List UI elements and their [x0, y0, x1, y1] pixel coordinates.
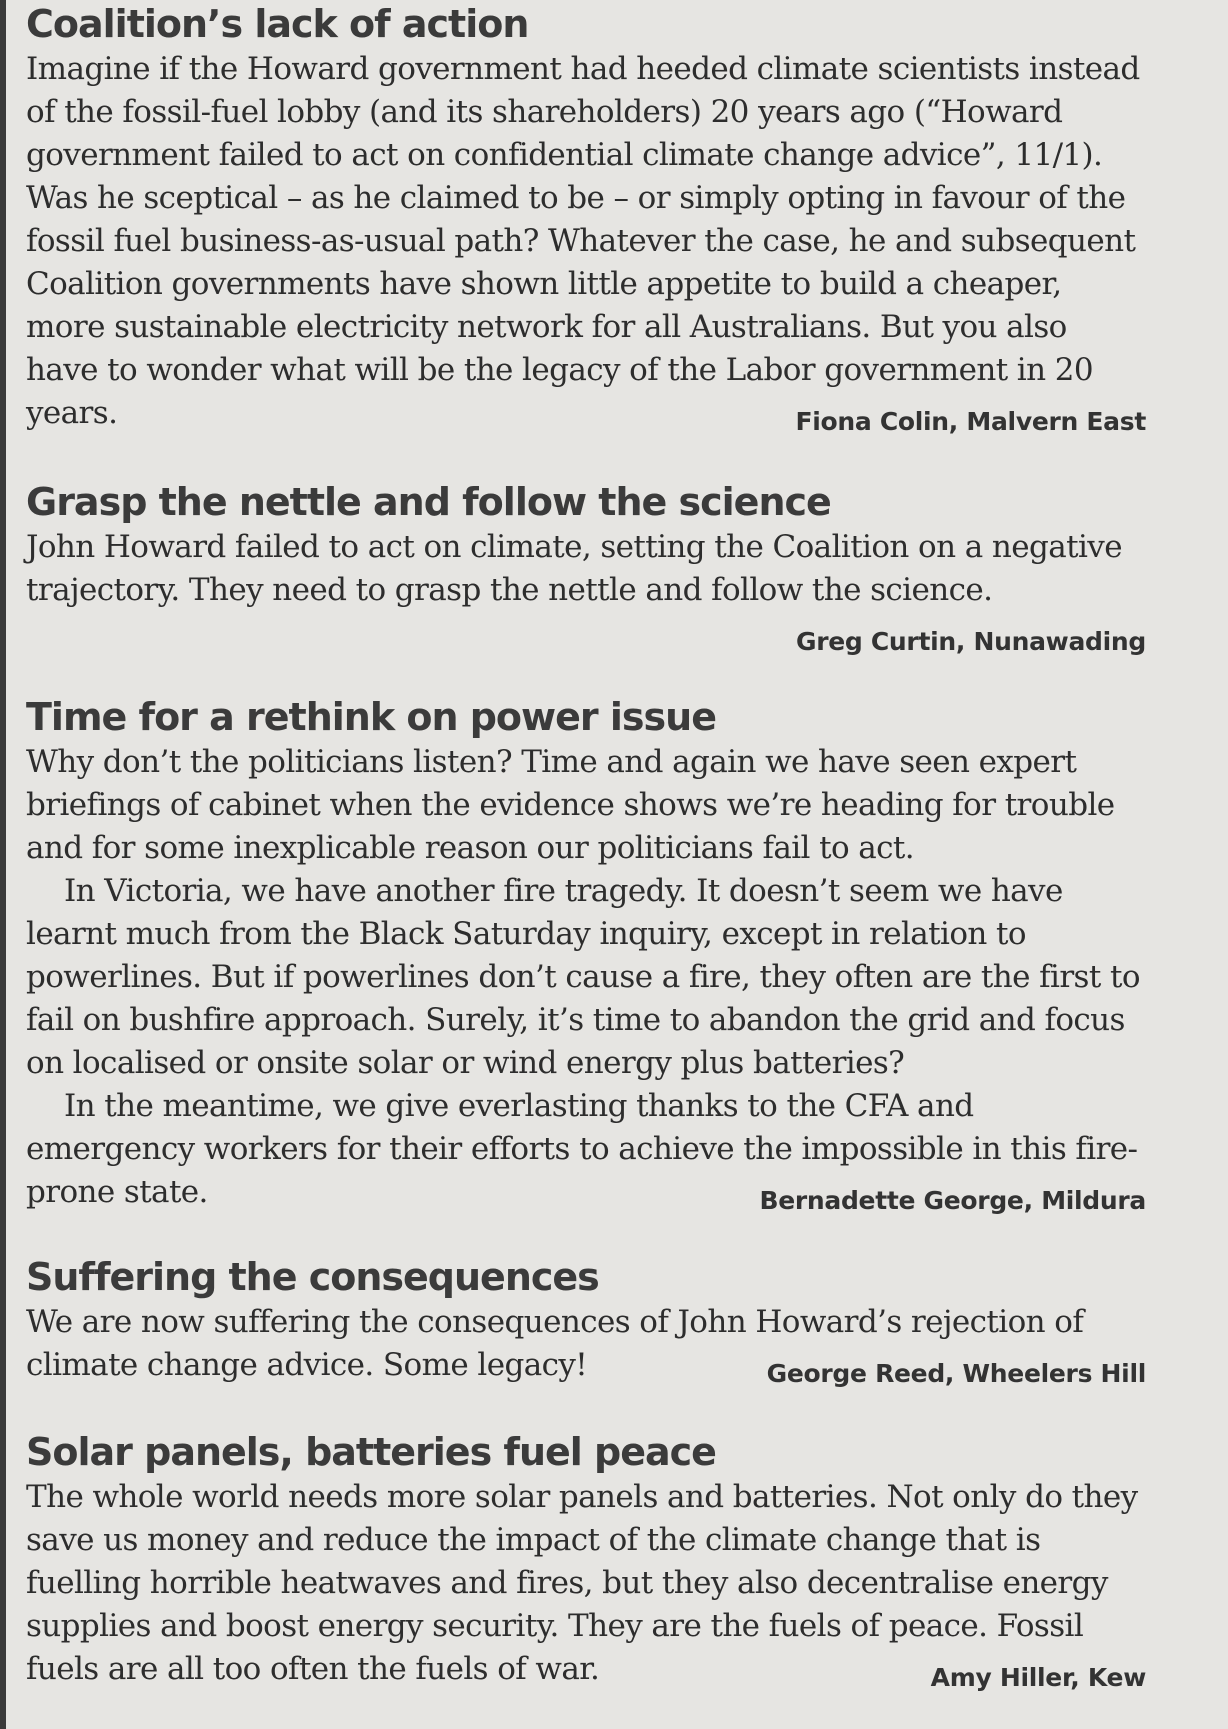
letter-body: [26, 48, 1146, 435]
letter-paragraph-text: Imagine if the Howard government had heeded climate scientists instead of the fossil-fuel lobby (and its shareholders) 20 years ago (“Howard government failed to act on confidential climate change advice”, 11/1). Was he sceptical – as he claimed to be – or simply opting in favour of the fossil fuel business-as-usual path? Whatever the case, he and subsequent Coalition governments have shown little appetite to build a cheaper, more sustainable electricity network for all Australians. But you also have to wonder what will be the legacy of the Labor government in 20 years.: [26, 51, 1140, 431]
letter-headline: Time for a rethink on power issue: [26, 695, 716, 739]
letter-suffering-consequences: [26, 1255, 1146, 1395]
letter-body: [26, 1301, 1146, 1387]
letter-paragraph-text: John Howard failed to act on climate, setting the Coalition on a negative trajectory. They need to grasp the nettle and follow the science.: [26, 529, 1122, 608]
letter-byline: Greg Curtin, Nunawading: [795, 627, 1146, 656]
letter-headline: Suffering the consequences: [26, 1255, 599, 1299]
letter-headline: Grasp the nettle and follow the science: [26, 480, 831, 524]
letter-paragraph: [26, 48, 1146, 435]
letter-paragraph: In Victoria, we have another fire tragedy. It doesn’t seem we have learnt much from the Black Saturday inquiry, except in relation to powerlines. But if powerlines don’t cause a fire, they often are the first to fail on bushfire approach. Surely, it’s time to abandon the grid and focus on localised or onsite solar or wind energy plus batteries?: [26, 873, 1140, 1081]
letter-headline: Solar panels, batteries fuel peace: [26, 1430, 716, 1474]
letter-paragraph: [26, 1476, 1146, 1691]
letter-headline: Coalition’s lack of action: [26, 2, 529, 46]
letter-paragraph-text: The whole world needs more solar panels and batteries. Not only do they save us money and reduce the impact of the climate change that is fuelling horrible heatwaves and fires, but they also decentralise energy supplies and boost energy security. They are the fuels of peace. Fossil fuels are all too often the fuels of war.: [26, 1479, 1138, 1687]
letter-paragraph-text: In the meantime, we give everlasting thanks to the CFA and emergency workers for their efforts to achieve the impossible in this fire-prone state.: [26, 1088, 1138, 1210]
letter-body: [26, 741, 1146, 1214]
letter-byline: George Reed, Wheelers Hill: [766, 1359, 1146, 1388]
letter-byline: Bernadette George, Mildura: [759, 1186, 1146, 1215]
letter-coalition-lack-of-action: [26, 2, 1146, 443]
letter-solar-panels: [26, 1430, 1146, 1699]
letter-body: [26, 1476, 1146, 1691]
letter-body: [26, 526, 1146, 656]
letter-paragraph: Why don’t the politicians listen? Time and again we have seen expert briefings of cabinet when the evidence shows we’re heading for trouble and for some inexplicable reason our politicians fail to act.: [26, 744, 1115, 866]
letter-grasp-the-nettle: [26, 480, 1146, 663]
letter-byline: Amy Hiller, Kew: [930, 1663, 1146, 1692]
letter-paragraph: [26, 1085, 1146, 1214]
letter-byline: Fiona Colin, Malvern East: [795, 407, 1146, 436]
letter-paragraph: [26, 526, 1146, 656]
letter-time-for-rethink: [26, 695, 1146, 1222]
letter-paragraph: [26, 1301, 1146, 1387]
letter-paragraph-text: We are now suffering the consequences of John Howard’s rejection of climate change advice. Some legacy!: [26, 1304, 1084, 1383]
